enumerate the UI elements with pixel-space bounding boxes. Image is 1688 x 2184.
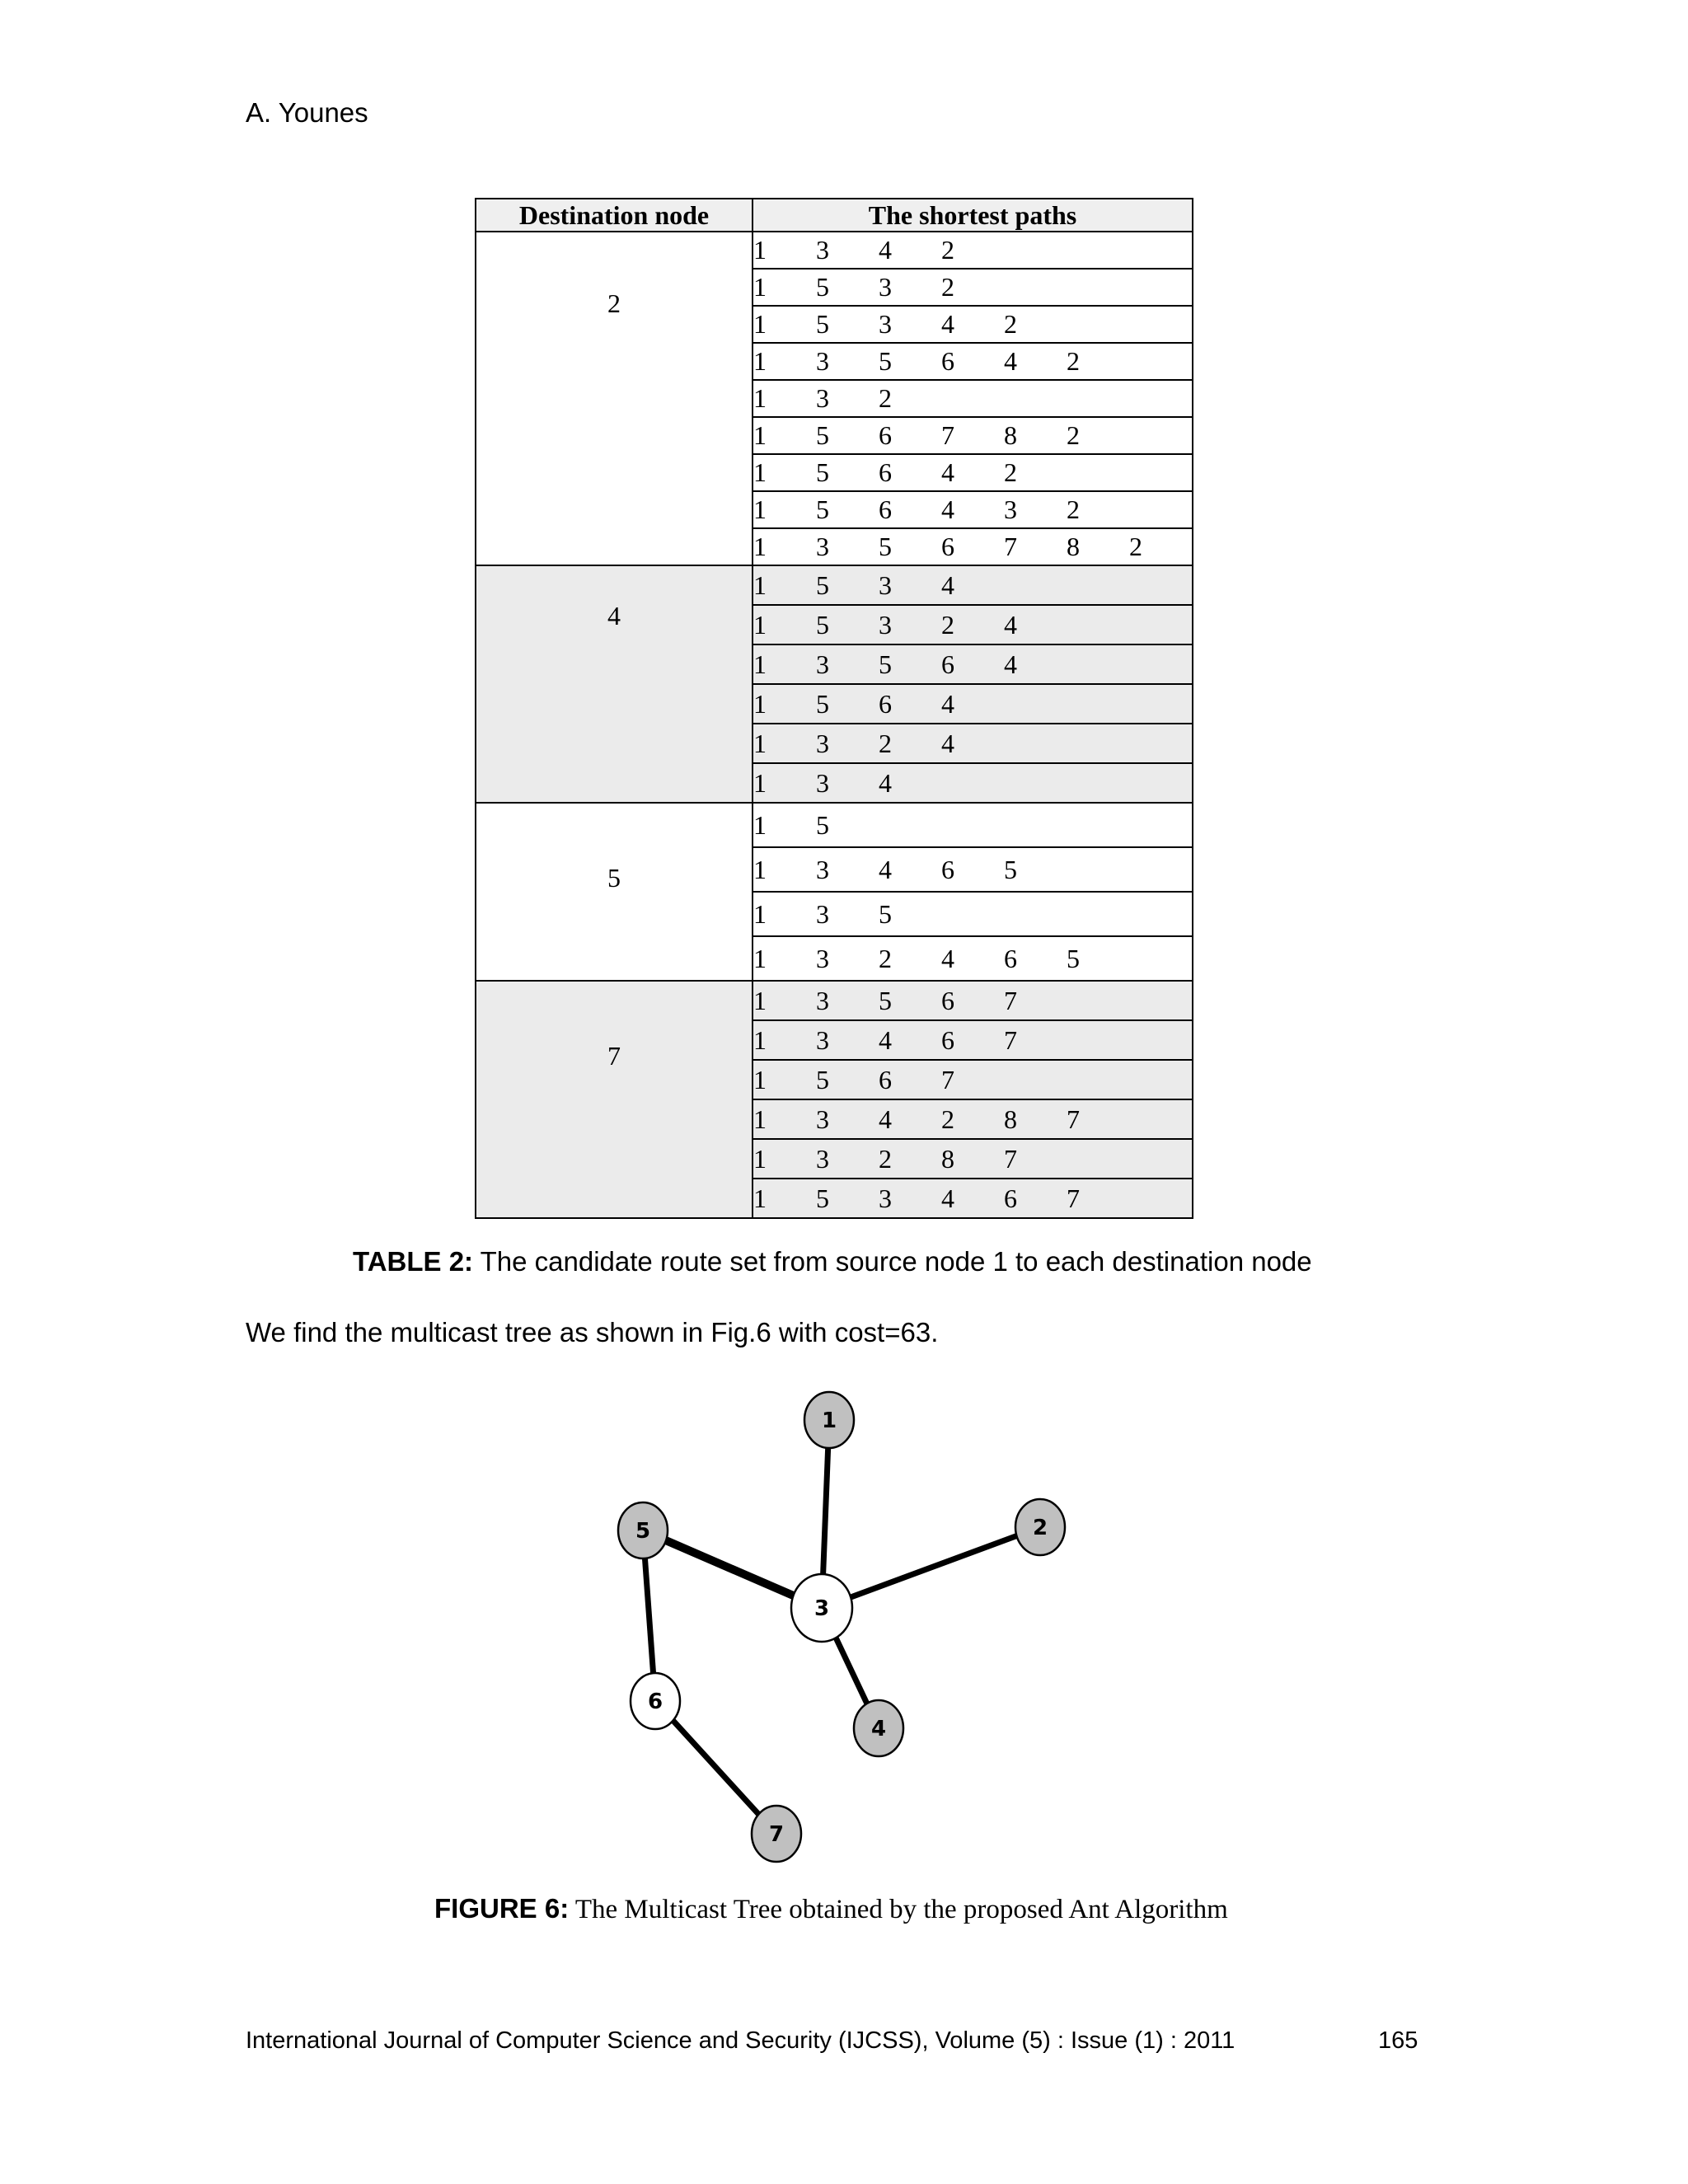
path-node: 1 <box>753 420 767 450</box>
path-node: 3 <box>816 383 829 413</box>
tree-node-label: 3 <box>814 1596 830 1621</box>
path-node: 4 <box>1004 649 1017 679</box>
path-node: 6 <box>941 649 954 679</box>
path-node: 3 <box>879 569 892 600</box>
path-node: 6 <box>879 688 892 719</box>
path-node: 5 <box>879 649 892 679</box>
path-node: 6 <box>879 494 892 524</box>
path-node: 1 <box>753 235 767 265</box>
path-node: 8 <box>1004 1104 1017 1134</box>
path-node: 5 <box>879 346 892 376</box>
destination-node-label: 4 <box>607 601 621 630</box>
path-node: 6 <box>941 985 954 1015</box>
path-node: 4 <box>1004 609 1017 640</box>
path-node: 8 <box>941 1143 954 1174</box>
path-node: 7 <box>941 420 954 450</box>
running-header-author: A. Younes <box>246 97 368 128</box>
path-node: 5 <box>816 809 829 840</box>
table-caption-text: The candidate route set from source node 1 to each destination node <box>473 1246 1312 1277</box>
path-node: 7 <box>1067 1183 1080 1213</box>
path-node: 4 <box>941 728 954 758</box>
path-node: 4 <box>941 943 954 973</box>
path-node: 4 <box>941 309 954 339</box>
figure-caption-text: The Multicast Tree obtained by the proposed Ant Algorithm <box>569 1895 1228 1924</box>
path-node: 1 <box>753 943 767 973</box>
path-node: 1 <box>753 649 767 679</box>
path-node: 3 <box>816 898 829 929</box>
path-node: 4 <box>879 767 892 798</box>
path-node: 1 <box>753 346 767 376</box>
path-node: 5 <box>879 985 892 1015</box>
path-node: 2 <box>1004 309 1017 339</box>
tree-node <box>854 1700 903 1756</box>
path-node: 2 <box>879 383 892 413</box>
path-node: 5 <box>816 457 829 487</box>
path-node: 6 <box>941 532 954 561</box>
path-node: 8 <box>1004 420 1017 450</box>
path-node: 2 <box>1129 532 1142 561</box>
path-node: 2 <box>879 943 892 973</box>
path-node: 1 <box>753 688 767 719</box>
path-node: 2 <box>1067 346 1080 376</box>
path-node: 3 <box>816 854 829 884</box>
path-node: 4 <box>879 854 892 884</box>
column-header-paths: The shortest paths <box>753 199 1193 232</box>
path-node: 5 <box>816 272 829 302</box>
path-node: 2 <box>941 609 954 640</box>
path-node: 4 <box>941 457 954 487</box>
destination-node-label: 5 <box>607 863 621 893</box>
tree-edge <box>822 1527 1040 1608</box>
path-node: 1 <box>753 569 767 600</box>
path-node: 1 <box>753 809 767 840</box>
path-node: 4 <box>941 494 954 524</box>
path-node: 5 <box>816 1064 829 1094</box>
path-node: 6 <box>879 457 892 487</box>
tree-node-label: 1 <box>821 1408 837 1433</box>
tree-node-label: 5 <box>635 1519 651 1544</box>
path-node: 1 <box>753 728 767 758</box>
path-node: 8 <box>1067 532 1080 561</box>
path-node: 5 <box>816 688 829 719</box>
path-node: 2 <box>879 728 892 758</box>
path-node: 3 <box>816 985 829 1015</box>
tree-node <box>631 1673 680 1729</box>
path-node: 3 <box>816 943 829 973</box>
body-paragraph: We find the multicast tree as shown in Fig.6 with cost=63. <box>246 1317 939 1347</box>
path-node: 1 <box>753 532 767 561</box>
path-node: 1 <box>753 494 767 524</box>
path-node: 3 <box>816 346 829 376</box>
path-node: 7 <box>1004 1143 1017 1174</box>
path-node: 3 <box>816 728 829 758</box>
path-node: 1 <box>753 1143 767 1174</box>
tree-node-label: 6 <box>647 1690 663 1714</box>
path-node: 4 <box>879 1104 892 1134</box>
path-node: 1 <box>753 309 767 339</box>
path-node: 6 <box>879 1064 892 1094</box>
path-node: 1 <box>753 1064 767 1094</box>
path-node: 4 <box>879 1024 892 1055</box>
path-node: 1 <box>753 1183 767 1213</box>
table-caption-label: TABLE 2: <box>353 1246 474 1277</box>
path-node: 3 <box>1004 494 1017 524</box>
path-node: 5 <box>816 494 829 524</box>
path-node: 1 <box>753 457 767 487</box>
path-node: 3 <box>879 609 892 640</box>
path-node: 5 <box>816 569 829 600</box>
path-node: 1 <box>753 383 767 413</box>
tree-node <box>1015 1499 1065 1555</box>
destination-node-label: 2 <box>607 288 621 318</box>
column-header-destination: Destination node <box>476 199 753 232</box>
footer-journal: International Journal of Computer Science and Security (IJCSS), Volume (5) : Issue (1) : 2011 <box>246 2027 1236 2054</box>
tree-nodes <box>618 1392 1065 1862</box>
path-node: 6 <box>941 346 954 376</box>
path-node: 3 <box>816 532 829 561</box>
tree-node-label: 2 <box>1032 1516 1048 1540</box>
path-node: 4 <box>941 688 954 719</box>
tree-node <box>804 1392 854 1448</box>
path-node: 3 <box>879 1183 892 1213</box>
path-node: 7 <box>1004 985 1017 1015</box>
path-node: 3 <box>816 1143 829 1174</box>
path-node: 7 <box>1004 532 1017 561</box>
path-node: 3 <box>879 272 892 302</box>
path-node: 5 <box>1004 854 1017 884</box>
path-node: 1 <box>753 1104 767 1134</box>
tree-node-label: 7 <box>768 1822 785 1847</box>
figure-caption <box>434 1893 1228 1925</box>
path-node: 2 <box>941 272 954 302</box>
path-node: 5 <box>816 420 829 450</box>
tree-node <box>752 1806 801 1862</box>
tree-node <box>618 1502 668 1558</box>
path-node: 5 <box>879 898 892 929</box>
path-node: 5 <box>1067 943 1080 973</box>
path-node: 2 <box>1004 457 1017 487</box>
tree-node <box>791 1574 852 1642</box>
path-node: 2 <box>1067 494 1080 524</box>
path-node: 4 <box>941 569 954 600</box>
path-node: 1 <box>753 767 767 798</box>
path-node: 6 <box>879 420 892 450</box>
path-node: 7 <box>941 1064 954 1094</box>
path-node: 5 <box>816 309 829 339</box>
path-node: 4 <box>1004 346 1017 376</box>
path-node: 5 <box>879 532 892 561</box>
path-node: 4 <box>879 235 892 265</box>
tree-node-label: 4 <box>870 1717 887 1741</box>
path-node: 3 <box>879 309 892 339</box>
path-node: 3 <box>816 1104 829 1134</box>
path-node: 1 <box>753 854 767 884</box>
path-node: 7 <box>1004 1024 1017 1055</box>
path-node: 2 <box>941 235 954 265</box>
path-node: 7 <box>1067 1104 1080 1134</box>
path-node: 6 <box>1004 1183 1017 1213</box>
path-node: 6 <box>941 1024 954 1055</box>
path-node: 3 <box>816 767 829 798</box>
path-node: 1 <box>753 272 767 302</box>
path-node: 1 <box>753 985 767 1015</box>
path-node: 2 <box>941 1104 954 1134</box>
figure-caption-label: FIGURE 6: <box>434 1893 570 1924</box>
path-node: 5 <box>816 609 829 640</box>
path-node: 3 <box>816 1024 829 1055</box>
destination-node-label: 7 <box>607 1041 621 1071</box>
path-node: 5 <box>816 1183 829 1213</box>
page-number: 165 <box>1378 2027 1418 2054</box>
path-node: 6 <box>941 854 954 884</box>
path-node: 3 <box>816 649 829 679</box>
path-node: 2 <box>1067 420 1080 450</box>
path-node: 3 <box>816 235 829 265</box>
path-node: 2 <box>879 1143 892 1174</box>
path-node: 6 <box>1004 943 1017 973</box>
path-node: 4 <box>941 1183 954 1213</box>
path-node: 1 <box>753 898 767 929</box>
path-node: 1 <box>753 1024 767 1055</box>
path-node: 1 <box>753 609 767 640</box>
